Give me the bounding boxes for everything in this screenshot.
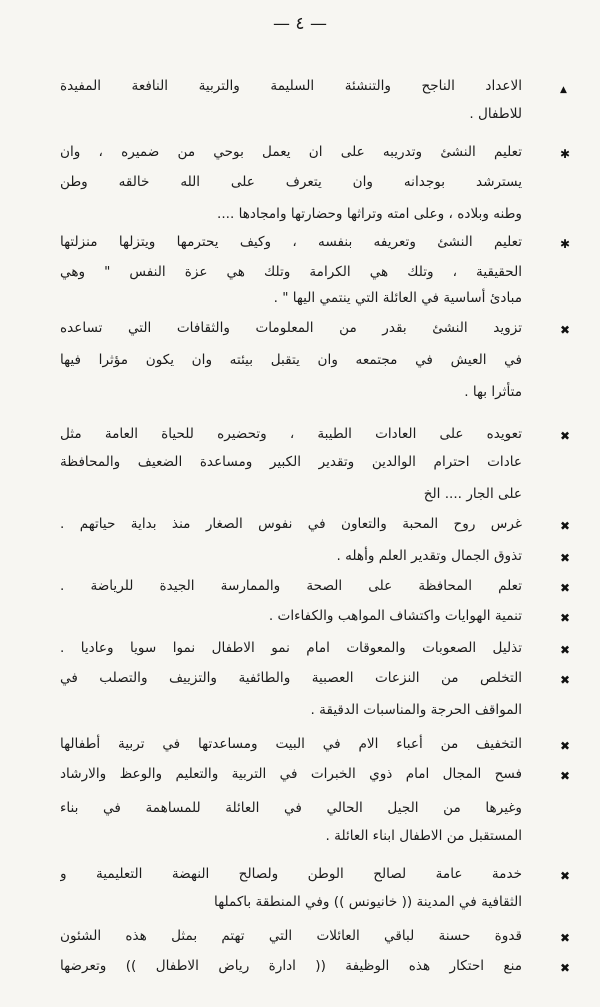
- text-line: الحقيقية ، وتلك هي الكرامة وتلك هي عزة النفس " وهي: [60, 264, 522, 280]
- bullet-mark: [560, 740, 570, 752]
- bullet-mark: [560, 430, 570, 442]
- bullet-mark: [560, 644, 570, 656]
- bullet-mark: [560, 520, 570, 532]
- bullet-mark: [560, 238, 570, 250]
- text-line: تعلم المحافظة على الصحة والممارسة الجيدة للرياضة .: [60, 578, 522, 594]
- bullet-mark: [560, 324, 570, 336]
- bullet-mark: [560, 552, 570, 564]
- text-line: فسح المجال امام ذوي الخبرات في التربية والتعليم والوعظ والارشاد: [60, 766, 522, 782]
- text-line: غرس روح المحبة والتعاون في نفوس الصغار منذ بداية حياتهم .: [60, 516, 522, 532]
- text-line: تعليم النشئ وتدريبه على ان يعمل بوحي من ضميره ، وان: [60, 144, 522, 160]
- bullet-mark: [560, 148, 570, 160]
- page-number: — ٤ —: [273, 14, 327, 34]
- text-line: تنمية الهوايات واكتشاف المواهب والكفاءات .: [268, 608, 522, 624]
- text-line: الثقافية في المدينة (( خانيونس )) وفي المنطقة باكملها: [214, 894, 522, 910]
- bullet-mark: [560, 770, 570, 782]
- text-line: تزويد النشئ بقدر من المعلومات والثقافات التي تساعده: [60, 320, 522, 336]
- text-line: التخلص من النزعات العصبية والطائفية والتزييف والتصلب في: [60, 670, 522, 686]
- bullet-mark: [560, 582, 570, 594]
- text-line: الاعداد الناجح والتنشئة السليمة والتربية النافعة المفيدة: [60, 78, 522, 94]
- text-line: تذوق الجمال وتقدير العلم وأهله .: [336, 548, 522, 564]
- bullet-mark: [560, 962, 570, 974]
- text-line: يسترشد بوجدانه وان يتعرف على الله خالقه وطن: [60, 174, 522, 190]
- text-line: التخفيف من أعباء الام في البيت ومساعدتها في تربية أطفالها: [60, 736, 522, 752]
- text-line: تعويده على العادات الطيبة ، وتحضيره للحياة العامة مثل: [60, 426, 522, 442]
- text-line: خدمة عامة لصالح الوطن ولصالح النهضة التعليمية و: [60, 866, 522, 882]
- text-line: مبادئ أساسية في العائلة التي ينتمي اليها " .: [273, 290, 522, 306]
- text-line: وغيرها من الجيل الحالي في العائلة للمساهمة في بناء: [60, 800, 522, 816]
- text-line: تعليم النشئ وتعريفه بنفسه ، وكيف يحترمها ويتزلها منزلتها: [60, 234, 522, 250]
- text-line: تذليل الصعوبات والمعوقات امام نمو الاطفال نموا سويا وعاديا .: [60, 640, 522, 656]
- bullet-mark: [560, 612, 570, 624]
- bullet-mark: [560, 932, 570, 944]
- text-line: على الجار .... الخ: [423, 486, 522, 502]
- text-line: منع احتكار هذه الوظيفة (( ادارة رياض الاطفال )) وتعرضها: [60, 958, 522, 974]
- text-line: عادات احترام الوالدين وتقدير الكبير ومساعدة الضعيف والمحافظة: [60, 454, 522, 470]
- text-line: وطنه وبلاده ، وعلى امته وتراثها وحضارتها وامجادها ....: [217, 206, 522, 222]
- text-line: متأثرا بها .: [464, 384, 522, 400]
- text-line: قدوة حسنة لباقي العائلات التي تهتم بمثل هذه الشئون: [60, 928, 522, 944]
- bullet-mark: [560, 82, 567, 96]
- text-line: في العيش في مجتمعه وان يتقبل بيئته وان يكون مؤثرا فيها: [60, 352, 522, 368]
- text-line: للاطفال .: [469, 106, 522, 122]
- text-line: المواقف الحرجة والمناسبات الدقيقة .: [310, 702, 522, 718]
- bullet-mark: [560, 870, 570, 882]
- text-line: المستقبل من الاطفال ابناء العائلة .: [325, 828, 522, 844]
- bullet-mark: [560, 674, 570, 686]
